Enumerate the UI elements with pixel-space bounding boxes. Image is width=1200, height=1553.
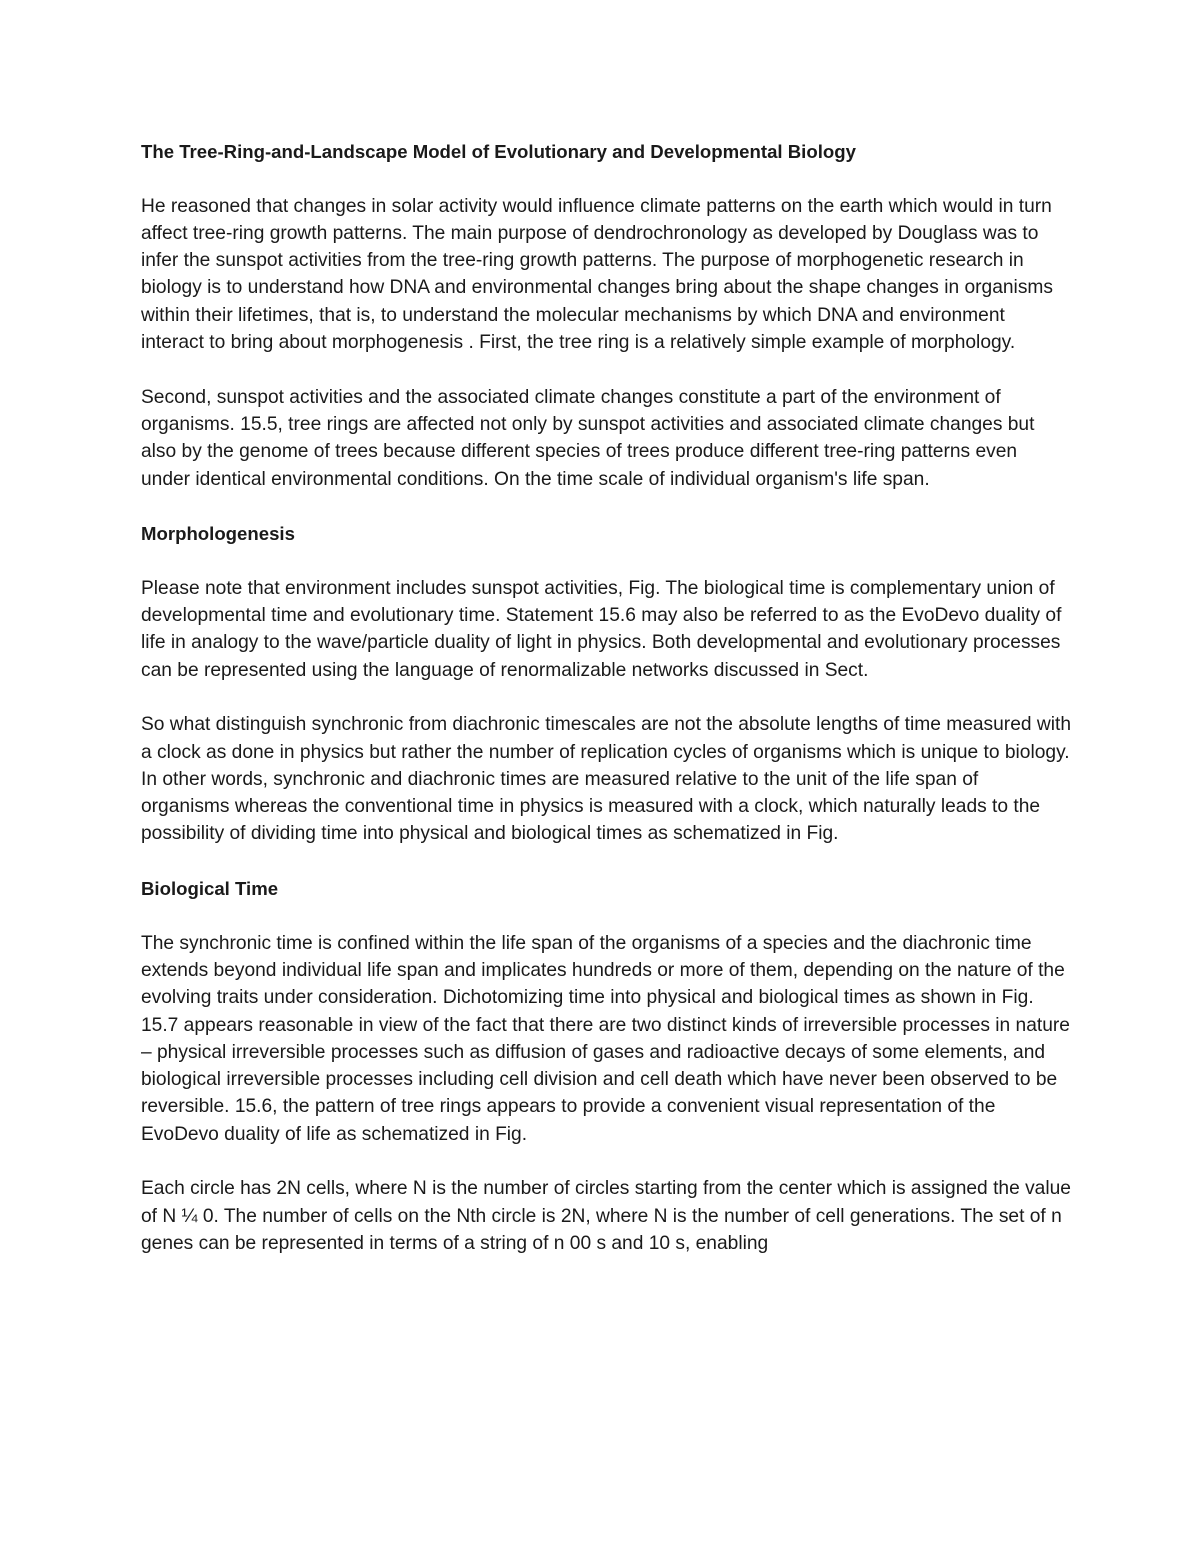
section-heading-biological-time: Biological Time (141, 878, 279, 900)
document-page (141, 138, 1071, 1257)
paragraph: So what distinguish synchronic from diachronic timescales are not the absolute lengths of time measured with a clock as done in physics but rather the number of replication cycles of organisms which is unique to biology. In other words, synchronic and diachronic times are measured relative to the unit of the life span of organisms whereas the conventional time in physics is measured with a clock, which naturally leads to the possibility of dividing time into physical and biological times as schematized in Fig. (141, 714, 1071, 845)
section-heading-morphologenesis: Morphologenesis (141, 523, 295, 545)
paragraph: Please note that environment includes sunspot activities, Fig. The biological time is complementary union of developmental time and evolutionary time. Statement 15.6 may also be referred to as the EvoDevo duality of life in analogy to the wave/particle duality of light in physics. Both developmental and evolutionary processes can be represented using the language of renormalizable networks discussed in Sect. (141, 577, 1062, 681)
paragraph: The synchronic time is confined within the life span of the organisms of a species and the diachronic time extends beyond individual life span and implicates hundreds or more of them, depending on the nature of the evolving traits under consideration. Dichotomizing time into physical and biological times as shown in Fig. 15.7 appears reasonable in view of the fact that there are two distinct kinds of irreversible processes in nature – physical irreversible processes such as diffusion of gases and radioactive decays of some elements, and biological irreversible processes including cell division and cell death which have never been observed to be reversible. 15.6, the pattern of tree rings appears to provide a convenient visual representation of the EvoDevo duality of life as schematized in Fig. (141, 932, 1070, 1145)
paragraph: He reasoned that changes in solar activity would influence climate patterns on the earth which would in turn affect tree-ring growth patterns. The main purpose of dendrochronology as developed by Douglass was to infer the sunspot activities from the tree-ring growth patterns. The purpose of morphogenetic research in biology is to understand how DNA and environmental changes bring about the shape changes in organisms within their lifetimes, that is, to understand the molecular mechanisms by which DNA and environment interact to bring about morphogenesis . First, the tree ring is a relatively simple example of morphology. (141, 195, 1053, 354)
paragraph: Second, sunspot activities and the associated climate changes constitute a part of the environment of organisms. 15.5, tree rings are affected not only by sunspot activities and associated climate changes but also by the genome of trees because different species of trees produce different tree-ring patterns even under identical environmental conditions. On the time scale of individual organism's life span. (141, 386, 1035, 490)
document-title: The Tree-Ring-and-Landscape Model of Evolutionary and Developmental Biology (141, 141, 856, 162)
paragraph: Each circle has 2N cells, where N is the number of circles starting from the center which is assigned the value of N ¼ 0. The number of cells on the Nth circle is 2N, where N is the number of cell generations. The set of n genes can be represented in terms of a string of n 00 s and 10 s, enabling (141, 1178, 1071, 1254)
